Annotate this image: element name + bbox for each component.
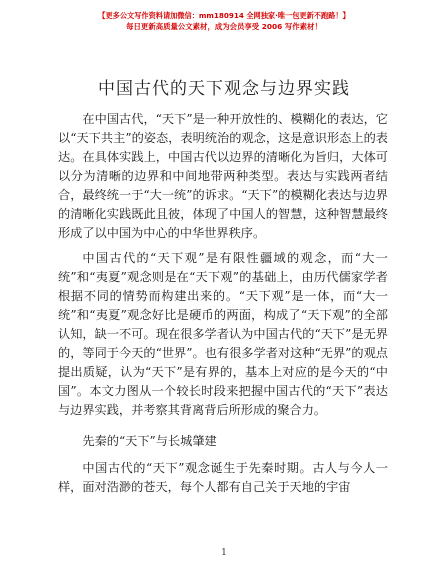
- promo-banner: [0, 10, 448, 32]
- document-body: [58, 110, 388, 503]
- promo-banner-line1: 【更多公文写作资料请加微信：mm180914 全网独家·唯一包更新不跑路！】: [98, 11, 350, 20]
- paragraph-2: 中国古代的“天下观”是有限性疆域的观念，而“大一统”和“夷夏”观念则是在“天下观”的基础上，由历代儒家学者根据不同的情势而构建出来的。“天下观”是一体，而“大一统”和“夷夏”观念好比是硬币的两面，构成了“天下观”的全部认知，缺一不可。现在很多学者认为中国古代的“天下”是无界的，等同于今天的“世界”。也有很多学者对这种“无界”的观点提出质疑，认为“天下”是有界的，基本上对应的是今天的“中国”。本文力图从一个较长时段来把握中国古代的“天下”表达与边界实践，并考察其背离背后所形成的聚合力。: [58, 251, 388, 417]
- paragraph-1: 在中国古代，“天下”是一种开放性的、模糊化的表达，它以“天下共主”的姿态，表明统治的观念，这是意识形态上的表达。在具体实践上，中国古代以边界的清晰化为旨归，大体可以分为清晰的边界和中间地带两种类型。表达与实践两者结合，最终统一于“大一统”的诉求。“天下”的模糊化表达与边界的清晰化实践既此且彼，体现了中国人的智慧，这种智慧最终形成了以中国为中心的中华世界秩序。: [58, 112, 388, 240]
- page-number: 1: [221, 548, 227, 558]
- document-title: 中国古代的天下观念与边界实践: [98, 79, 350, 99]
- promo-banner-line2: 每日更新高质量公文素材，成为会员享受 2006 写作素材！: [126, 22, 322, 31]
- paragraph-3: 中国古代的“天下”观念诞生于先秦时期。古人与今人一样，面对浩渺的苍天，每个人都有自己关于天地的宇宙: [58, 461, 388, 494]
- section-heading: 先秦的“天下”与长城肇建: [82, 434, 217, 448]
